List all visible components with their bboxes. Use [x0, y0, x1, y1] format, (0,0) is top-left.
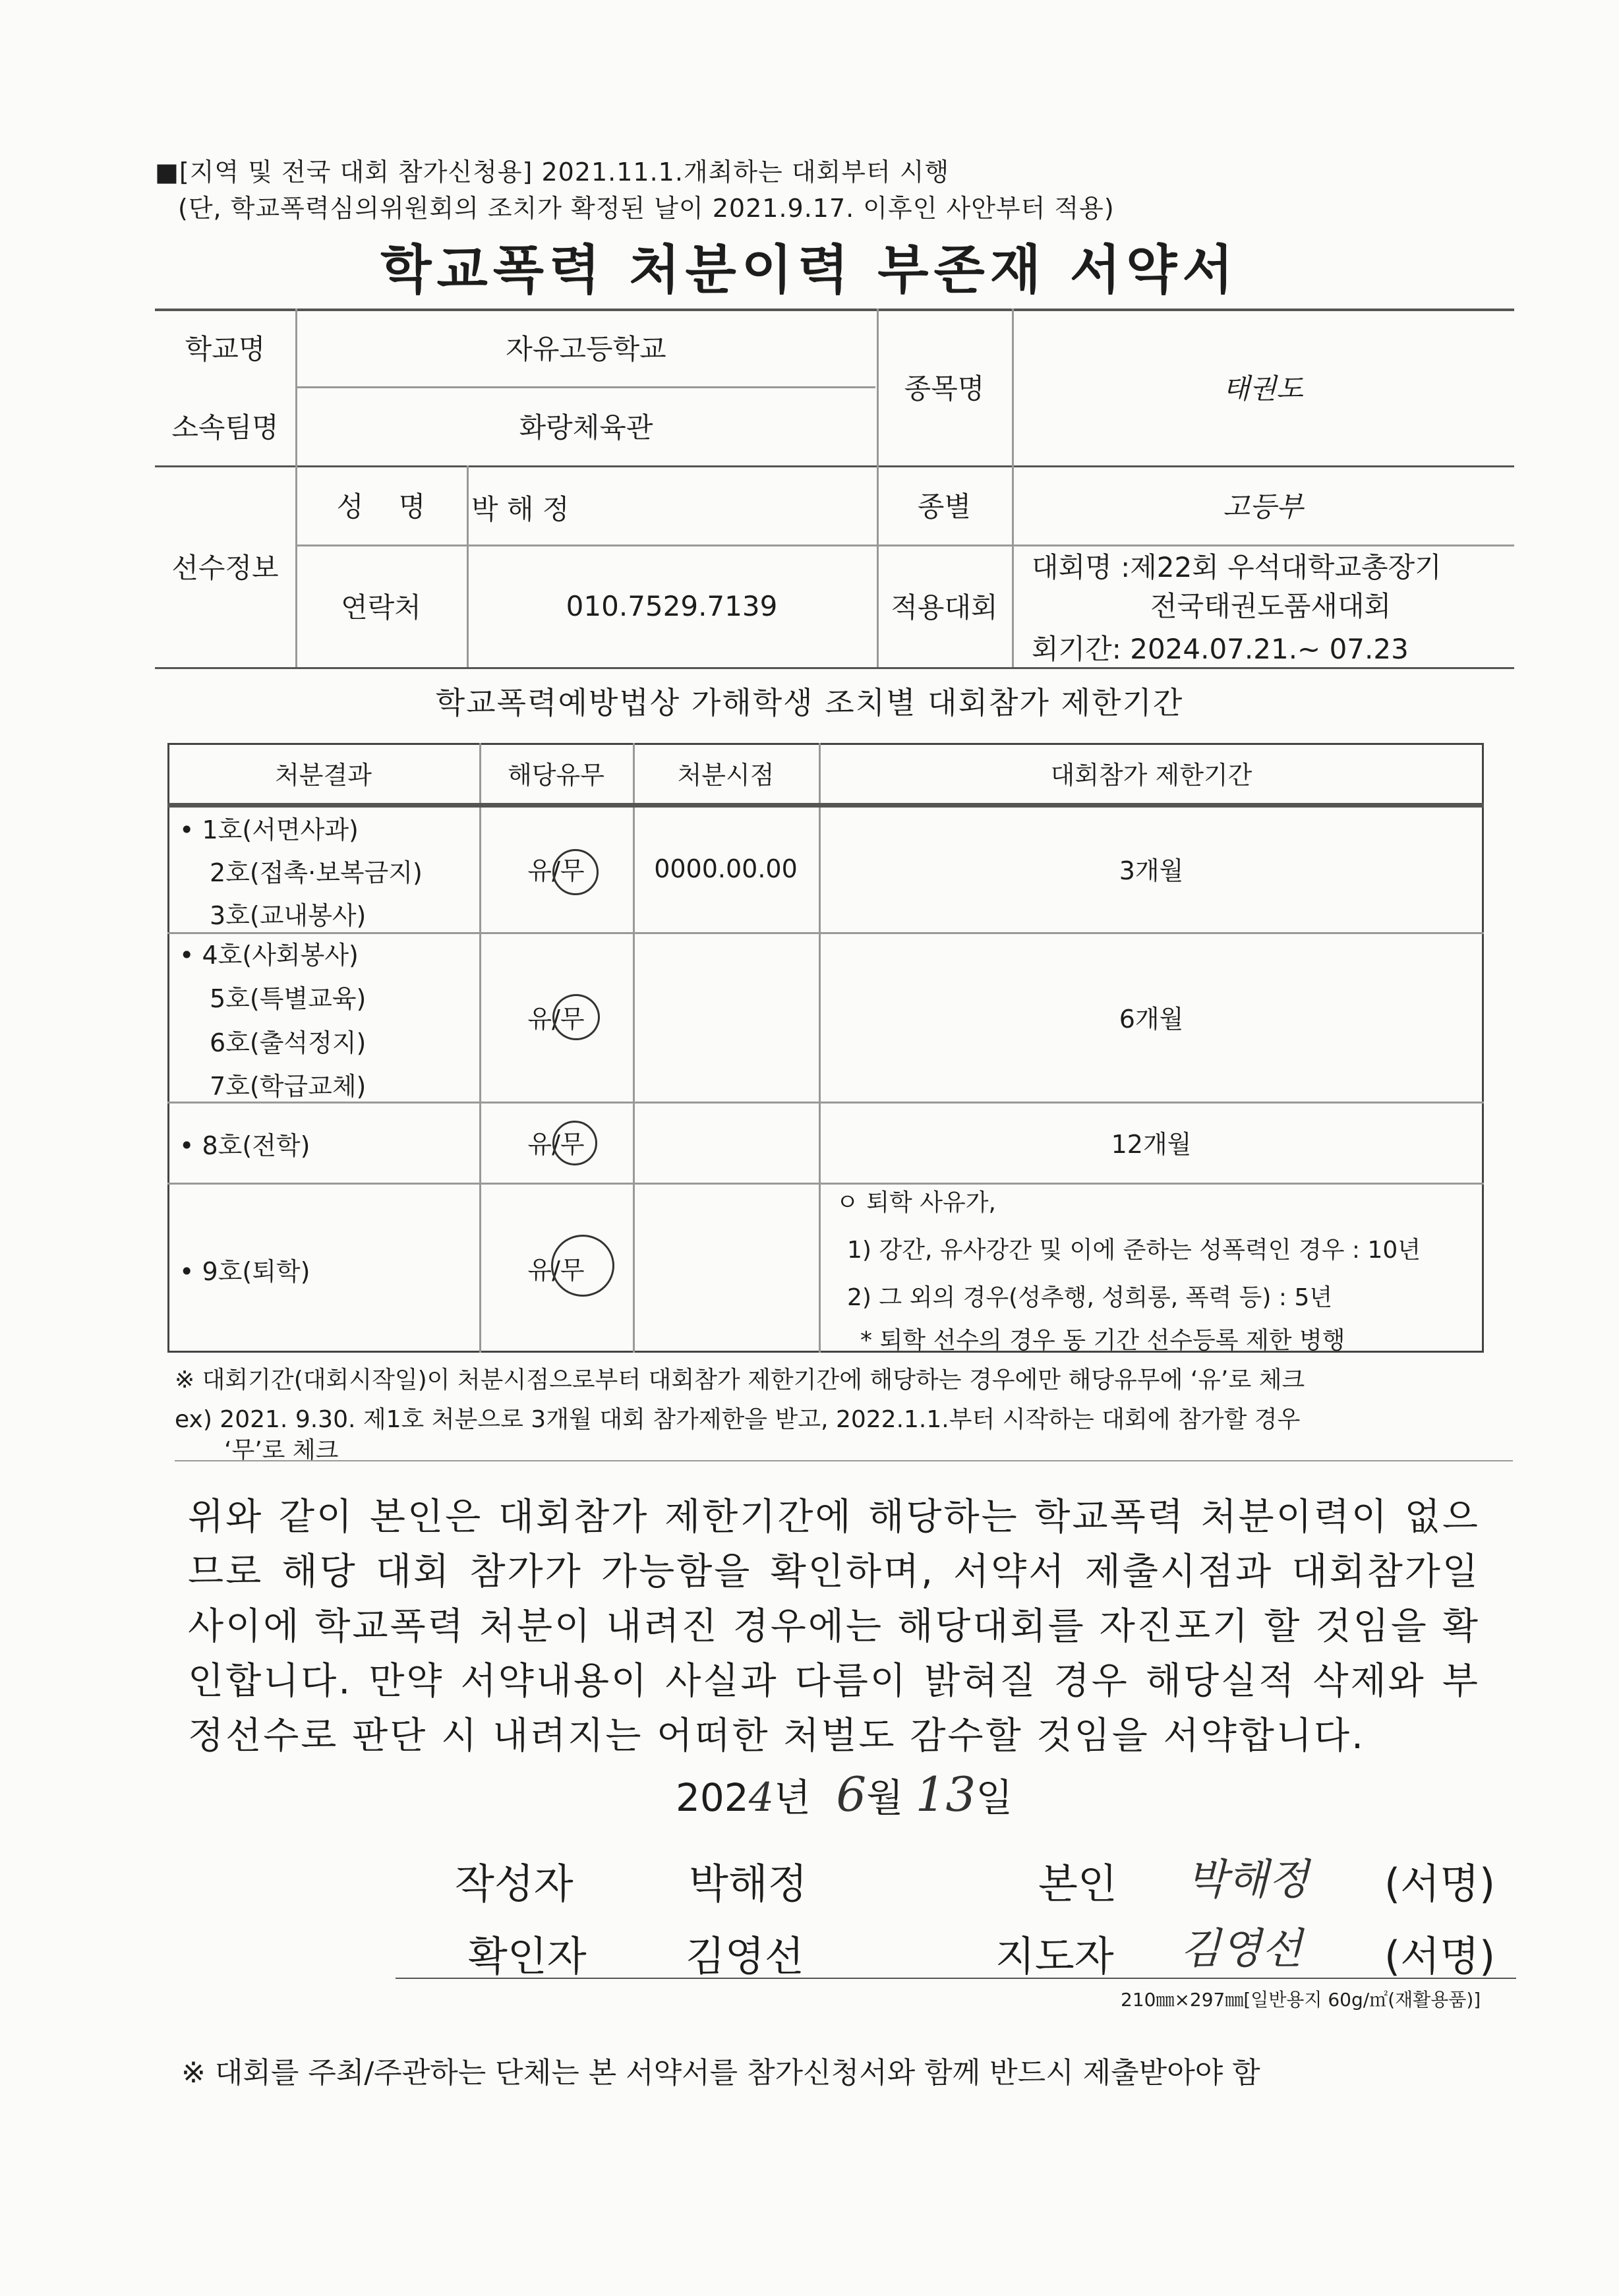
row2-date — [633, 932, 819, 1102]
restriction-section-title: 학교폭력예방법상 가해학생 조치별 대회참가 제한기간 — [435, 685, 1184, 721]
competition-period: 회기간: 2024.07.21.~ 07.23 — [1032, 633, 1409, 665]
no-circle-mark — [552, 849, 599, 895]
signature-divider — [396, 1978, 1516, 1979]
sign-date — [676, 1767, 1013, 1822]
confirmer-name: 김영선 — [686, 1932, 804, 1980]
event-label: 종목명 — [904, 372, 985, 405]
row2-item: 5호(특별교육) — [210, 984, 367, 1013]
coach-sign-mark: (서명) — [1384, 1932, 1496, 1980]
contact-value: 010.7529.7139 — [566, 589, 778, 622]
row4-period-line: * 퇴학 선수의 경우 동 기간 선수등록 제한 병행 — [860, 1327, 1345, 1354]
row3-item: • 8호(전학) — [179, 1131, 310, 1160]
event-value: 태권도 — [1223, 372, 1303, 405]
row1-date: 0000.00.00 — [654, 854, 798, 883]
self-label: 본인 — [1038, 1860, 1117, 1908]
competition-name-line1: 대회명 :제22회 우석대학교총장기 — [1032, 551, 1442, 583]
header-note-2: (단, 학교폭력심의위원회의 조치가 확정된 날이 2021.9.17. 이후인 사안부터 적용) — [178, 194, 1115, 223]
school-value: 자유고등학교 — [506, 333, 666, 365]
division-label: 종별 — [917, 490, 972, 523]
row2-applicable: 유/무 — [527, 1005, 585, 1034]
paper-spec: 210㎜×297㎜[일반용지 60g/㎡(재활용품)] — [1121, 1989, 1481, 2011]
row1-period: 3개월 — [1119, 856, 1184, 885]
header-disposition-date: 처분시점 — [677, 761, 775, 790]
self-signature: 박해정 — [1187, 1856, 1309, 1904]
row4-date — [633, 1183, 819, 1353]
date-day-suffix: 일 — [976, 1775, 1013, 1820]
confirmer-label: 확인자 — [468, 1932, 587, 1980]
info-table-bottom-border — [155, 667, 1514, 669]
date-month-suffix: 월 — [866, 1775, 904, 1820]
row3-applicable: 유/무 — [527, 1130, 585, 1159]
row4-period-line: 2) 그 외의 경우(성추행, 성희롱, 폭력 등) : 5년 — [847, 1284, 1333, 1311]
row4-period-line: ㅇ 퇴학 사유가, — [836, 1189, 996, 1216]
row3-period: 12개월 — [1111, 1130, 1192, 1159]
row2-item: 6호(출석정지) — [210, 1028, 367, 1057]
row4-item: • 9호(퇴학) — [179, 1257, 310, 1286]
pledge-statement: 위와 같이 본인은 대회참가 제한기간에 해당하는 학교폭력 처분이력이 없으므로 해당 대회 참가가 가능함을 확인하며, 서약서 제출시점과 대회참가일 사이에 학교폭력 처분이 내려진 경우에는 해당대회를 자진포기 할 것임을 확인합니다. 만약 서약내용이 사실과 다름이 밝혀질 경우 해당실적 삭제와 부정선수로 판단 시 내려지는 어떠한 처벌도 감수할 것임을 서약합니다. — [188, 1496, 1480, 1757]
row1-item: 3호(교내봉사) — [210, 901, 367, 930]
row4-period-line: 1) 강간, 유사강간 및 이에 준하는 성폭력인 경우 : 10년 — [847, 1237, 1421, 1264]
table-row-divider — [167, 1183, 1484, 1185]
row2-item: 7호(학급교체) — [210, 1072, 367, 1101]
writer-label: 작성자 — [455, 1860, 574, 1908]
no-circle-mark — [552, 994, 600, 1040]
applied-competition-label: 적용대회 — [891, 591, 998, 624]
coach-signature: 김영선 — [1180, 1925, 1303, 1974]
header-applicable: 해당유무 — [508, 761, 604, 790]
coach-label: 지도자 — [995, 1932, 1114, 1980]
self-sign-mark: (서명) — [1384, 1860, 1496, 1908]
footer-note: ※ 대회를 주최/주관하는 단체는 본 서약서를 참가신청서와 함께 반드시 제출받아야 함 — [181, 2056, 1260, 2090]
team-value: 화랑체육관 — [519, 411, 653, 444]
note-1: ※ 대회기간(대회시작일)이 처분시점으로부터 대회참가 제한기간에 해당하는 경우에만 해당유무에 ‘유’로 체크 — [175, 1367, 1305, 1394]
header-disposition: 처분결과 — [275, 761, 372, 790]
date-year-suffix: 년 — [773, 1775, 811, 1820]
contact-label: 연락처 — [341, 591, 421, 624]
header-note-1: ■[지역 및 전국 대회 참가신청용] 2021.11.1.개최하는 대회부터 시행 — [155, 158, 950, 187]
date-day-hand: 13 — [915, 1767, 976, 1822]
name-label: 성 명 — [336, 490, 426, 523]
header-restriction-period: 대회참가 제한기간 — [1050, 761, 1252, 790]
player-info-label: 선수정보 — [171, 552, 279, 584]
date-year-hand: 4 — [748, 1775, 774, 1821]
row4-applicable: 유/무 — [527, 1255, 585, 1285]
row1-item: • 1호(서면사과) — [179, 815, 359, 844]
row2-period: 6개월 — [1119, 1005, 1184, 1034]
competition-name-line2: 전국태권도품새대회 — [1150, 590, 1392, 622]
name-value: 박 해 정 — [471, 493, 570, 525]
writer-name: 박해정 — [689, 1860, 808, 1908]
team-label: 소속팀명 — [171, 411, 279, 444]
notes-divider — [175, 1460, 1513, 1461]
document-title: 학교폭력 처분이력 부존재 서약서 — [380, 239, 1239, 301]
no-circle-mark — [551, 1235, 614, 1297]
note-2: ex) 2021. 9.30. 제1호 처분으로 3개월 대회 참가제한을 받고, 2022.1.1.부터 시작하는 대회에 참가할 경우 — [175, 1406, 1301, 1433]
row1-applicable: 유/무 — [527, 856, 585, 885]
date-month-hand: 6 — [836, 1767, 867, 1822]
row3-date — [633, 1102, 819, 1183]
school-label: 학교명 — [185, 333, 266, 365]
row1-item: 2호(접촉·보복금지) — [210, 858, 423, 887]
date-year-prefix: 202 — [676, 1775, 749, 1820]
note-3: ‘무’로 체크 — [224, 1437, 339, 1464]
row2-item: • 4호(사회봉사) — [179, 941, 359, 970]
division-value: 고등부 — [1223, 490, 1303, 523]
no-circle-mark — [552, 1121, 597, 1165]
